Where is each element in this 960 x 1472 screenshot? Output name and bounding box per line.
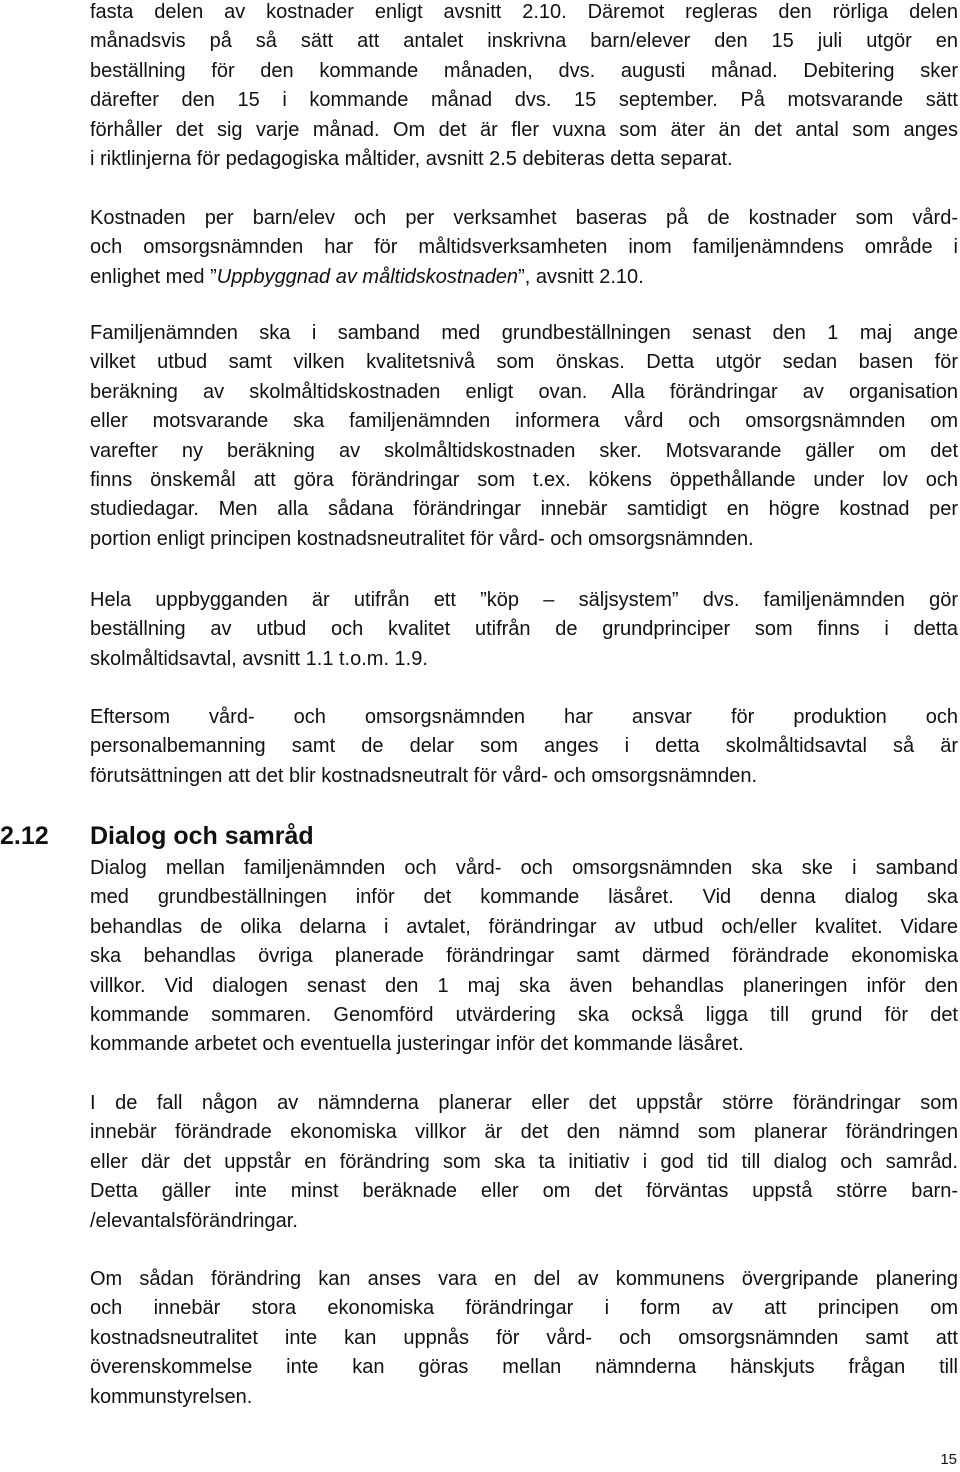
text-line: villkor. Vid dialogen senast den 1 maj ska även behandlas planeringen inför den bbox=[90, 974, 958, 997]
text-line: månadsvis på så sätt att antalet inskrivna barn/elever den 15 juli utgör en bbox=[90, 30, 958, 53]
section-title: Dialog och samråd bbox=[90, 822, 314, 850]
text-line: Dialog mellan familjenämnden och vård- och omsorgsnämnden ska ske i samband bbox=[90, 857, 958, 879]
text-line: Eftersom vård- och omsorgsnämnden har ansvar för produktion och bbox=[90, 706, 958, 728]
text-line: vilket utbud samt vilken kvalitetsnivå som önskas. Detta utgör sedan basen för bbox=[90, 351, 958, 374]
text-line: Hela uppbygganden är utifrån ett ”köp – säljsystem” dvs. familjenämnden gör bbox=[90, 589, 958, 611]
text-line: skolmåltidsavtal, avsnitt 1.1 t.o.m. 1.9. bbox=[90, 647, 428, 670]
text-fragment: enlighet med ” bbox=[90, 265, 217, 288]
text-line: portion enligt principen kostnadsneutralitet för vård- och omsorgsnämnden. bbox=[90, 527, 754, 550]
text-line: i riktlinjerna för pedagogiska måltider, avsnitt 2.5 debiteras detta separat. bbox=[90, 148, 733, 171]
text-line: kommande arbetet och eventuella justeringar inför det kommande läsåret. bbox=[90, 1033, 744, 1056]
text-line bbox=[90, 263, 958, 292]
text-line: överenskommelse inte kan göras mellan nämnderna hänskjuts frågan till bbox=[90, 1356, 958, 1379]
text-line: Om sådan förändring kan anses vara en del av kommunens övergripande planering bbox=[90, 1268, 958, 1290]
text-line: och omsorgsnämnden har för måltidsverksamheten inom familjenämndens område i bbox=[90, 236, 958, 259]
text-line: förhåller det sig varje månad. Om det är fler vuxna som äter än det antal som anges bbox=[90, 118, 958, 141]
text-line: förutsättningen att det blir kostnadsneutralt för vård- och omsorgsnämnden. bbox=[90, 764, 758, 787]
text-line: kostnadsneutralitet inte kan uppnås för vård- och omsorgsnämnden samt att bbox=[90, 1326, 958, 1349]
text-line: personalbemanning samt de delar som anges i detta skolmåltidsavtal så är bbox=[90, 735, 958, 758]
paragraph-cost-neutral bbox=[90, 703, 958, 791]
text-line: fasta delen av kostnader enligt avsnitt 2.10. Däremot regleras den rörliga delen bbox=[90, 1, 958, 23]
text-line: I de fall någon av nämnderna planerar eller det uppstår större förändringar som bbox=[90, 1092, 958, 1114]
text-line: eller motsvarande ska familjenämnden informera vård och omsorgsnämnden om bbox=[90, 410, 958, 433]
paragraph-buy-sell-system bbox=[90, 586, 958, 674]
text-line: kommunstyrelsen. bbox=[90, 1385, 253, 1408]
text-line: ska behandlas övriga planerade förändringar samt därmed förändrade ekonomiska bbox=[90, 945, 958, 968]
text-line: kommande sommaren. Genomförd utvärdering ska också ligga till grund för det bbox=[90, 1004, 958, 1027]
paragraph-family-committee-order bbox=[90, 319, 958, 554]
text-line: Detta gäller inte minst beräknade eller om det förväntas uppstå större barn- bbox=[90, 1180, 958, 1203]
text-line: beställning av utbud och kvalitet utifrån de grundprinciper som finns i detta bbox=[90, 618, 958, 641]
text-line: studiedagar. Men alla sådana förändringar innebär samtidigt en högre kostnad per bbox=[90, 498, 958, 521]
text-line: Familjenämnden ska i samband med grundbeställningen senast den 1 maj ange bbox=[90, 322, 958, 344]
text-line: innebär förändrade ekonomiska villkor är det den nämnd som planerar förändringen bbox=[90, 1121, 958, 1144]
italic-reference: Uppbyggnad av måltidskostnaden bbox=[216, 265, 519, 288]
text-line: finns önskemål att göra förändringar som t.ex. kökens öppethållande under lov och bbox=[90, 469, 958, 492]
text-line: därefter den 15 i kommande månad dvs. 15 september. På motsvarande sätt bbox=[90, 89, 958, 112]
paragraph-dialog bbox=[90, 854, 958, 1060]
text-line: behandlas de olika delarna i avtalet, förändringar av utbud och/eller kvalitet. Vidare bbox=[90, 915, 958, 938]
paragraph-major-changes bbox=[90, 1089, 958, 1236]
text-line: beställning för den kommande månaden, dvs. augusti månad. Debitering sker bbox=[90, 59, 958, 82]
text-line: Kostnaden per barn/elev och per verksamhet baseras på de kostnader som vård- bbox=[90, 207, 958, 229]
text-line: beräkning av skolmåltidskostnaden enligt ovan. Alla förändringar av organisation bbox=[90, 380, 958, 403]
text-line: och innebär stora ekonomiska förändringar i form av att principen om bbox=[90, 1297, 958, 1320]
text-line: varefter ny beräkning av skolmåltidskostnaden sker. Motsvarande gäller om det bbox=[90, 439, 958, 462]
paragraph-billing-schedule bbox=[90, 0, 958, 174]
page-number: 15 bbox=[940, 1451, 957, 1468]
text-line: med grundbeställningen inför det kommande läsåret. Vid denna dialog ska bbox=[90, 886, 958, 909]
paragraph-cost-basis bbox=[90, 204, 958, 292]
text-line: eller där det uppstår en förändring som ska ta initiativ i god tid till dialog och samråd. bbox=[90, 1150, 958, 1173]
text-fragment: ”, avsnitt 2.10. bbox=[518, 265, 644, 288]
paragraph-municipal-board bbox=[90, 1265, 958, 1412]
section-number: 2.12 bbox=[0, 822, 49, 850]
text-line: /elevantalsförändringar. bbox=[90, 1209, 298, 1232]
